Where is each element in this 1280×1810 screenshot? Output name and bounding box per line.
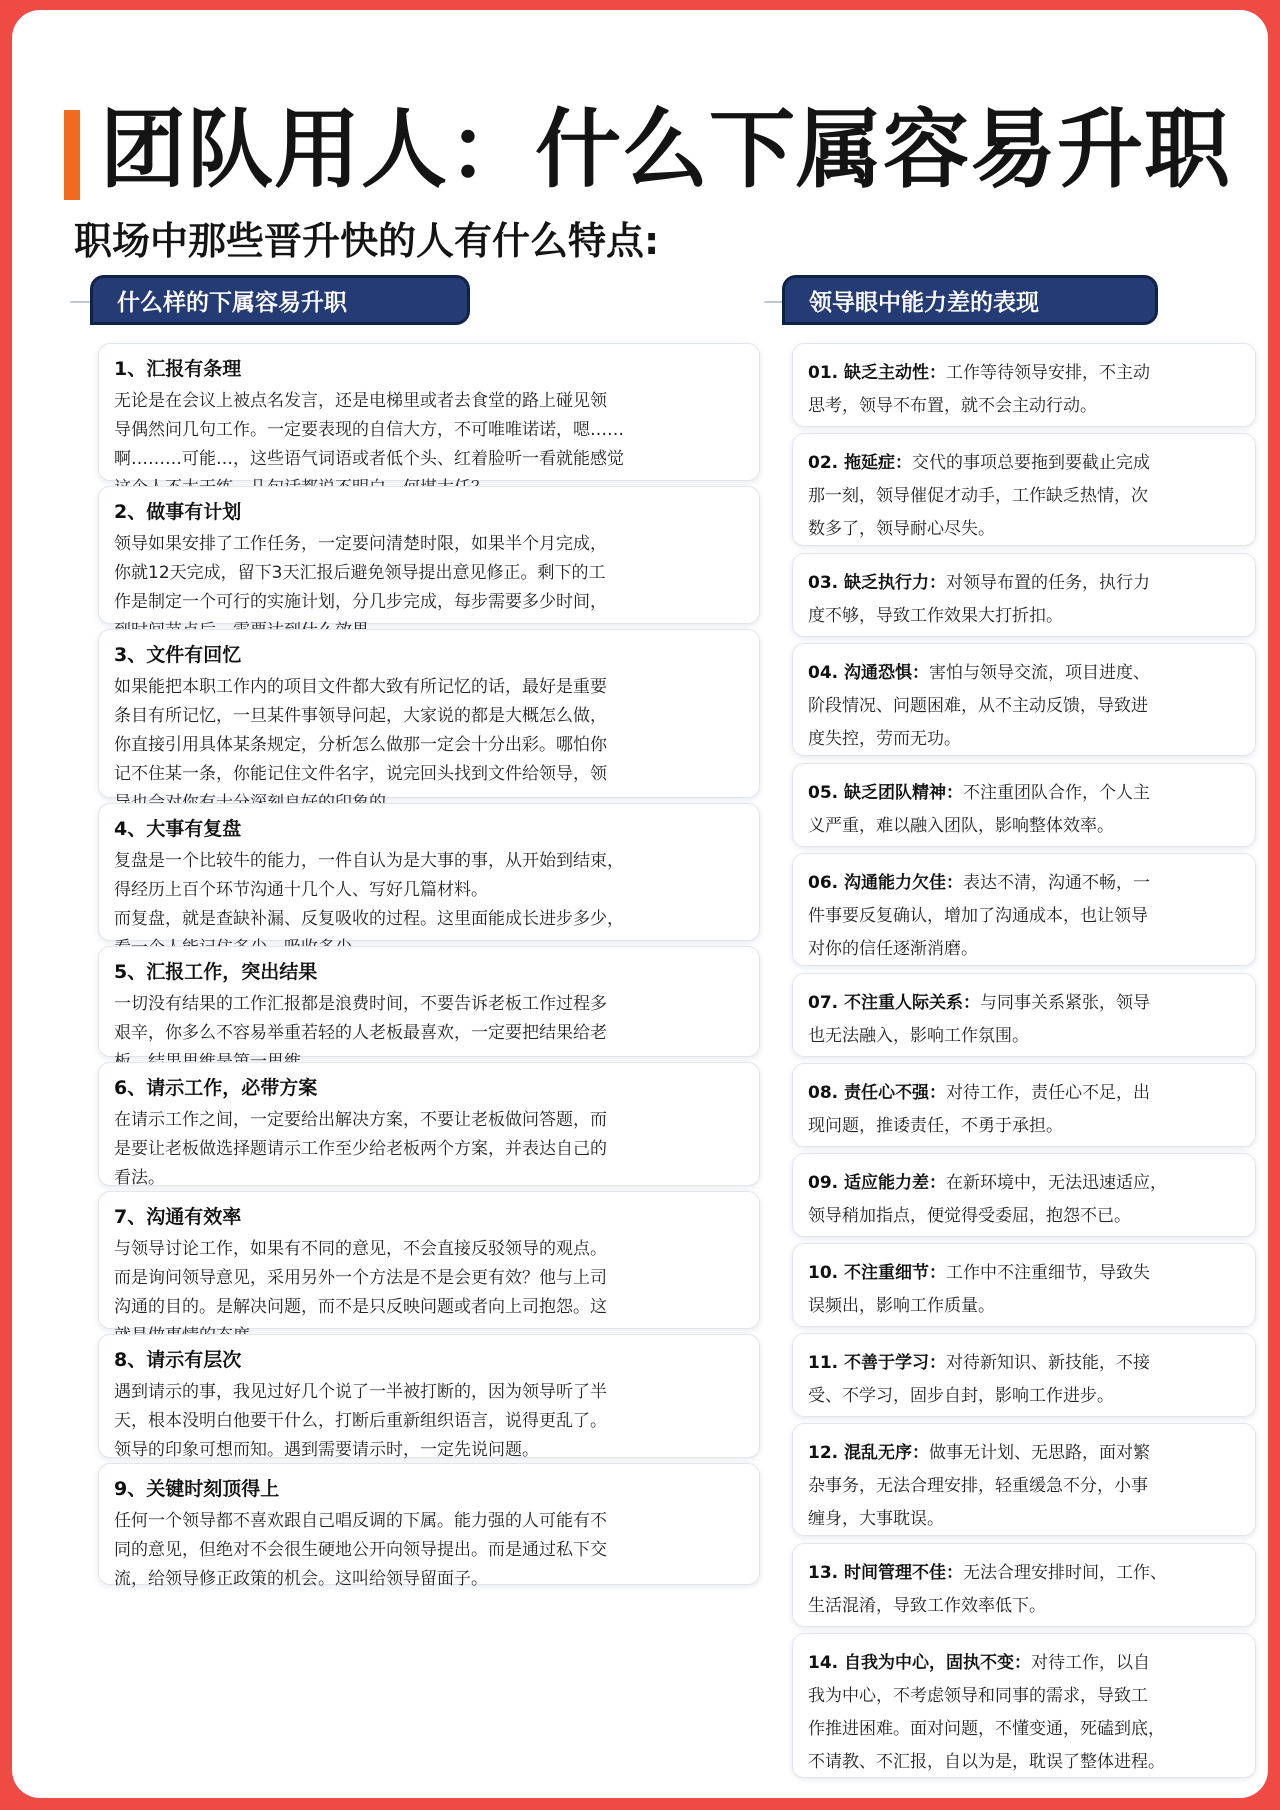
poor-ability-first-line [808,1257,1240,1290]
poor-ability-text-line: 义严重，难以融入团队，影响整体效率。 [808,816,1114,836]
promotion-trait-card [98,1191,760,1329]
poor-ability-text-line: 对你的信任逐渐消磨。 [808,939,978,959]
poor-ability-text-line: 度失控，劳而无功。 [808,729,961,749]
poor-ability-text-line: 也无法融入，影响工作氛围。 [808,1026,1029,1046]
poor-ability-first-line [808,867,1240,900]
poor-ability-first-line [808,357,1240,390]
promotion-trait-line: 复盘是一个比较牛的能力，一件自认为是大事的事，从开始到结束， [114,851,624,871]
promotion-trait-title: 1、汇报有条理 [114,358,242,380]
promotion-trait-line: 无论是在会议上被点名发言，还是电梯里或者去食堂的路上碰见领 [114,391,607,411]
promotion-trait-title: 8、请示有层次 [114,1349,242,1371]
poor-ability-text-line: 作推进困难。面对问题，不懂变通，死磕到底， [808,1719,1165,1739]
poor-ability-card [792,1243,1256,1327]
promotion-trait-title: 6、请示工作，必带方案 [114,1077,318,1099]
poor-ability-text: 表达不清，沟通不畅，一 [963,873,1151,893]
poor-ability-text-line: 数多了，领导耐心尽失。 [808,519,995,539]
promotion-trait-title: 4、大事有复盘 [114,818,242,840]
poor-ability-card [792,763,1256,847]
poor-ability-card [792,1423,1256,1536]
poor-ability-header: 领导眼中能力差的表现 [782,275,1158,325]
promotion-trait-title: 5、汇报工作，突出结果 [114,961,318,983]
poor-ability-label: 12. 混乱无序： [808,1443,930,1463]
poor-ability-text-line: 不请教、不汇报，自以为是，耽误了整体进程。 [808,1752,1165,1772]
poor-ability-card [792,433,1256,546]
promotion-trait-line: 如果能把本职工作内的项目文件都大致有所记忆的话，最好是重要 [114,677,607,697]
poor-ability-first-line [808,1347,1240,1380]
promotion-trait-line: 流，给领导修正政策的机会。这叫给领导留面子。 [114,1569,488,1589]
poor-ability-label: 01. 缺乏主动性： [808,363,947,383]
promotion-trait-line: 在请示工作之间，一定要给出解决方案，不要让老板做问答题，而 [114,1110,607,1130]
poor-ability-card [792,1333,1256,1417]
poor-ability-card [792,1063,1256,1147]
promotion-trait-line: 而是询问领导意见，采用另外一个方法是不是会更有效？他与上司 [114,1268,607,1288]
poor-ability-text: 害怕与领导交流，项目进度、 [929,663,1151,683]
poor-ability-card [792,1633,1256,1778]
promotion-trait-card [98,1334,760,1458]
promotion-trait-body [114,1507,743,1594]
promotion-trait-line: 导偶然问几句工作。一定要表现的自信大方，不可唯唯诺诺，嗯…… [114,420,624,440]
poor-ability-text-line: 思考，领导不布置，就不会主动行动。 [808,396,1097,416]
poor-ability-text-line: 生活混淆，导致工作效率低下。 [808,1596,1046,1616]
promotion-trait-title: 3、文件有回忆 [114,644,242,666]
poor-ability-first-line [808,987,1240,1020]
promotion-trait-card [98,486,760,624]
poor-ability-label: 07. 不注重人际关系： [808,993,981,1013]
poor-ability-text-line: 阶段情况、问题困难，从不主动反馈，导致进 [808,696,1148,716]
promotion-trait-line: 你就12天完成，留下3天汇报后避免领导提出意见修正。剩下的工 [114,563,606,583]
poor-ability-text-line: 杂事务，无法合理安排，轻重缓急不分，小事 [808,1476,1148,1496]
promotion-trait-card [98,629,760,798]
title-accent-bar [64,110,80,200]
poor-ability-first-line [808,447,1240,480]
promotion-trait-card [98,946,760,1057]
poor-ability-card [792,1543,1256,1627]
poor-ability-first-line [808,777,1240,810]
poor-ability-text-line: 那一刻，领导催促才动手，工作缺乏热情，次 [808,486,1148,506]
poor-ability-text: 无法合理安排时间，工作、 [963,1563,1168,1583]
promotion-trait-line: 条目有所记忆，一旦某件事领导问起，大家说的都是大概怎么做， [114,706,607,726]
page-subtitle: 职场中那些晋升快的人有什么特点: [74,219,660,263]
poor-ability-text: 对领导布置的任务，执行力 [946,573,1151,593]
poor-ability-label: 11. 不善于学习： [808,1353,947,1373]
poor-ability-text: 在新环境中，无法迅速适应， [946,1173,1168,1193]
poor-ability-text-line: 误频出，影响工作质量。 [808,1296,995,1316]
promotion-trait-line: 与领导讨论工作，如果有不同的意见，不会直接反驳领导的观点。 [114,1239,607,1259]
poor-ability-label: 13. 时间管理不佳： [808,1563,964,1583]
poor-ability-text: 交代的事项总要拖到要截止完成 [912,453,1151,473]
poor-ability-label: 09. 适应能力差： [808,1173,947,1193]
poor-ability-card [792,343,1256,427]
poor-ability-text: 对待新知识、新技能，不接 [946,1353,1151,1373]
poor-ability-text: 不注重团队合作，个人主 [963,783,1151,803]
promotion-trait-line: 同的意见，但绝对不会很生硬地公开向领导提出。而是通过私下交 [114,1540,607,1560]
poor-ability-text: 工作中不注重细节，导致失 [946,1263,1151,1283]
poor-ability-text-line: 受、不学习，固步自封，影响工作进步。 [808,1386,1114,1406]
promotion-trait-card [98,803,760,941]
promotion-trait-body [114,673,743,818]
promotion-trait-body [114,1378,743,1465]
poor-ability-first-line [808,567,1240,600]
poor-ability-text: 做事无计划、无思路，面对繁 [929,1443,1151,1463]
poor-ability-label: 10. 不注重细节： [808,1263,947,1283]
poor-ability-text-line: 现问题，推诿责任，不勇于承担。 [808,1116,1063,1136]
page-title: 团队用人：什么下属容易升职 [100,100,1231,200]
promotion-trait-line: 天，根本没明白他要干什么，打断后重新组织语言，说得更乱了。 [114,1411,607,1431]
promotion-trait-line: 得经历上百个环节沟通十几个人、写好几篇材料。 [114,880,488,900]
promotion-trait-title: 2、做事有计划 [114,501,242,523]
promotion-trait-title: 7、沟通有效率 [114,1206,242,1228]
poor-ability-text-line: 缠身，大事耽误。 [808,1509,944,1529]
poor-ability-text-line: 我为中心，不考虑领导和同事的需求，导致工 [808,1686,1148,1706]
poor-ability-card [792,553,1256,637]
promotion-trait-line: 记不住某一条，你能记住文件名字，说完回头找到文件给领导，领 [114,764,607,784]
poor-ability-first-line [808,657,1240,690]
promotion-trait-line: 看法。 [114,1168,165,1188]
poster-page [12,10,1268,1798]
poor-ability-label: 08. 责任心不强： [808,1083,947,1103]
promotion-trait-line: 作是制定一个可行的实施计划，分几步完成，每步需要多少时间， [114,592,607,612]
promotion-trait-line: 啊………可能…，这些语气词语或者低个头、红着脸听一看就能感觉 [114,449,624,469]
poor-ability-first-line [808,1647,1240,1680]
poor-ability-card [792,973,1256,1057]
poor-ability-card [792,1153,1256,1237]
promotion-trait-card [98,1062,760,1186]
promotion-trait-line: 沟通的目的。是解决问题，而不是只反映问题或者向上司抱怨。这 [114,1297,607,1317]
promotion-traits-header: 什么样的下属容易升职 [90,275,470,325]
poor-ability-text-line: 领导稍加指点，便觉得受委屈，抱怨不已。 [808,1206,1131,1226]
poor-ability-text: 对待工作，以自 [1031,1653,1151,1673]
promotion-trait-line: 而复盘，就是查缺补漏、反复吸收的过程。这里面能成长进步多少， [114,909,624,929]
poor-ability-label: 05. 缺乏团队精神： [808,783,964,803]
promotion-trait-line: 艰辛，你多么不容易举重若轻的人老板最喜欢，一定要把结果给老 [114,1023,607,1043]
promotion-trait-line: 任何一个领导都不喜欢跟自己唱反调的下属。能力强的人可能有不 [114,1511,607,1531]
poor-ability-text-line: 件事要反复确认，增加了沟通成本，也让领导 [808,906,1148,926]
poor-ability-first-line [808,1437,1240,1470]
poor-ability-card [792,643,1256,756]
poor-ability-text: 与同事关系紧张，领导 [980,993,1151,1013]
promotion-trait-line: 领导的印象可想而知。遇到需要请示时，一定先说问题。 [114,1440,539,1460]
poor-ability-text: 对待工作，责任心不足，出 [946,1083,1151,1103]
poor-ability-first-line [808,1167,1240,1200]
promotion-trait-title: 9、关键时刻顶得上 [114,1478,280,1500]
poor-ability-label: 14. 自我为中心，固执不变： [808,1653,1032,1673]
promotion-trait-line: 遇到请示的事，我见过好几个说了一半被打断的，因为领导听了半 [114,1382,607,1402]
poor-ability-text-line: 度不够，导致工作效果大打折扣。 [808,606,1063,626]
promotion-trait-line: 是要让老板做选择题请示工作至少给老板两个方案，并表达自己的 [114,1139,607,1159]
poor-ability-label: 02. 拖延症： [808,453,913,473]
poor-ability-first-line [808,1077,1240,1110]
poor-ability-card [792,853,1256,966]
poor-ability-label: 04. 沟通恐惧： [808,663,930,683]
poor-ability-text: 工作等待领导安排，不主动 [946,363,1151,383]
promotion-trait-line: 一切没有结果的工作汇报都是浪费时间，不要告诉老板工作过程多 [114,994,607,1014]
promotion-trait-card [98,343,760,481]
promotion-trait-line: 你直接引用具体某条规定，分析怎么做那一定会十分出彩。哪怕你 [114,735,607,755]
promotion-trait-body [114,1106,743,1193]
poor-ability-first-line [808,1557,1240,1590]
poor-ability-label: 06. 沟通能力欠佳： [808,873,964,893]
promotion-trait-card [98,1463,760,1589]
poor-ability-label: 03. 缺乏执行力： [808,573,947,593]
promotion-trait-line: 领导如果安排了工作任务，一定要问清楚时限，如果半个月完成， [114,534,607,554]
